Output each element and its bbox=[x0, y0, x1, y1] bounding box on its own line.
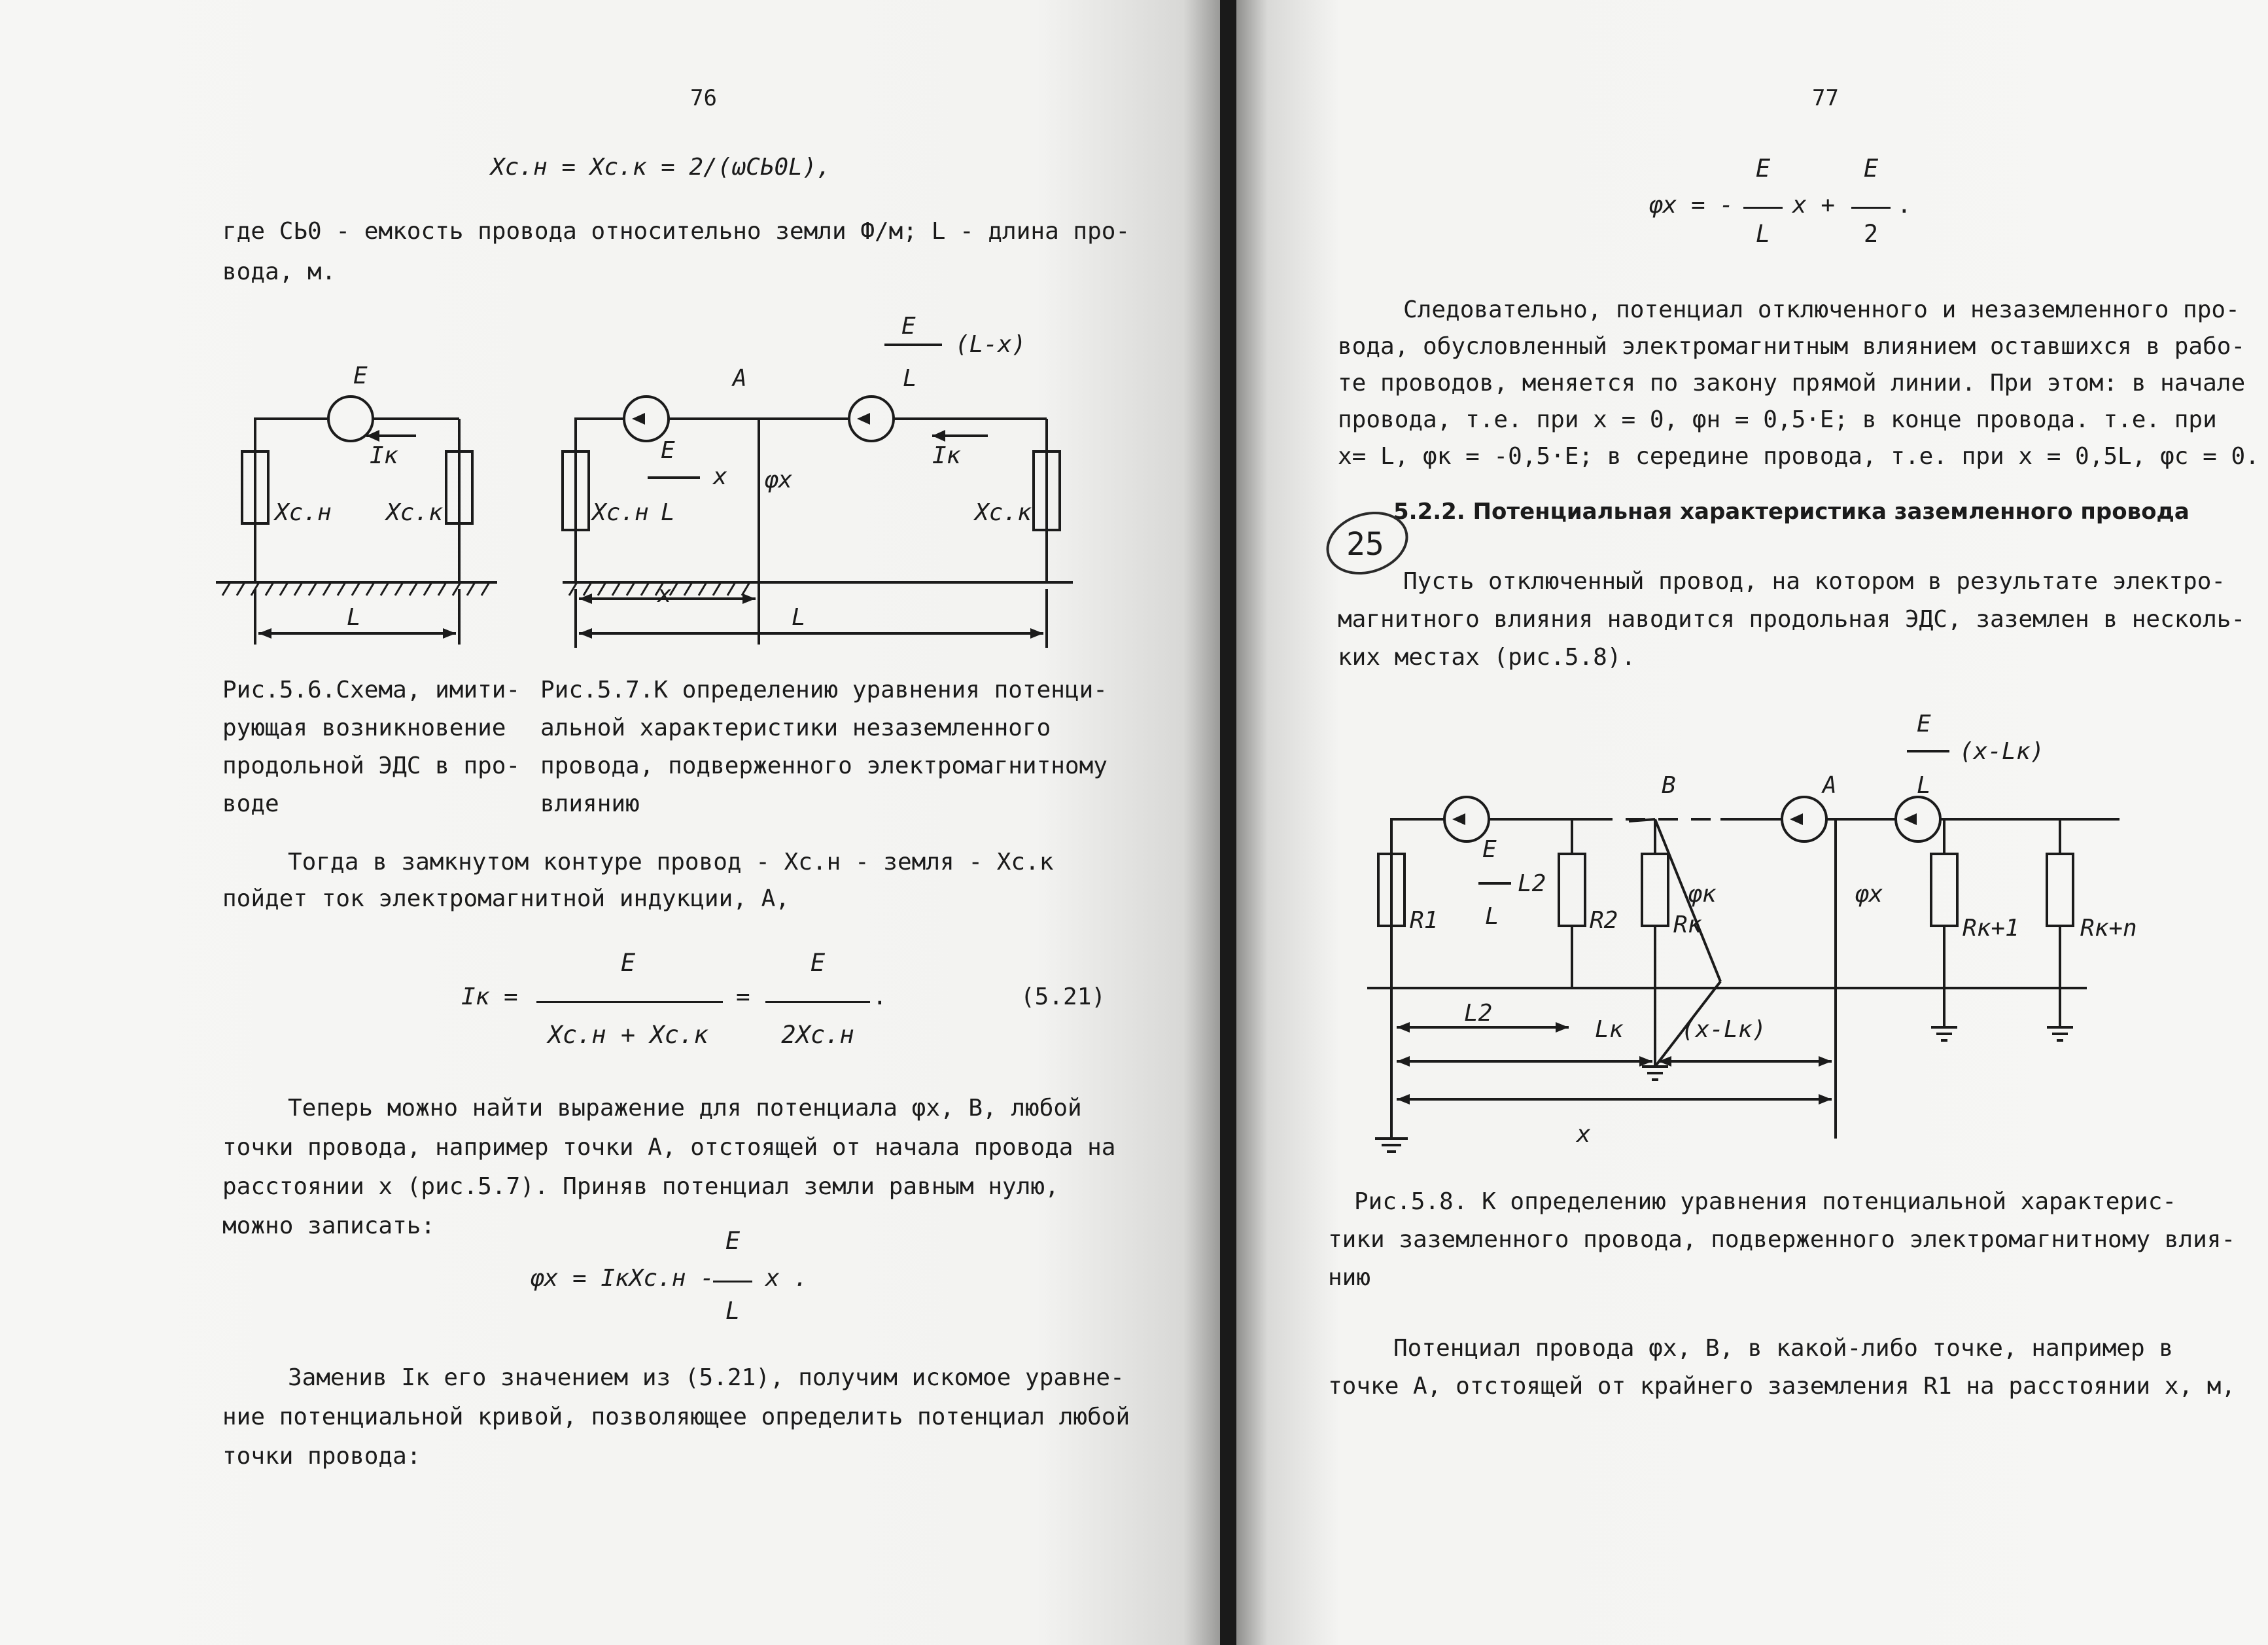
eq-sign: = bbox=[736, 983, 750, 1010]
label-phix: φх bbox=[1855, 881, 1883, 908]
text-line: вода, м. bbox=[222, 258, 336, 285]
fraction-numerator: E bbox=[1917, 711, 1931, 737]
label-point-a: A bbox=[1823, 772, 1837, 799]
caption-line: Рис.5.8. К определению уравнения потенциальной характерис- bbox=[1354, 1188, 2177, 1215]
paragraph bbox=[222, 1358, 1130, 1476]
eq-term: x . bbox=[765, 1265, 809, 1292]
caption-line: Рис.5.7.К определению уравнения потенци- bbox=[540, 677, 1108, 703]
label-length: L bbox=[347, 604, 361, 631]
label-rk: Rк bbox=[1673, 911, 1702, 938]
caption-line: провода, подверженного электромагнитному bbox=[540, 752, 1108, 779]
label-dim-x-lk: (x-Lк) bbox=[1681, 1016, 1767, 1043]
eq-denominator: Xс.н + Xс.к bbox=[548, 1021, 708, 1049]
fraction-bar bbox=[713, 1281, 752, 1282]
text-line: Потенциал провода φх, В, в какой-либо точке, например в bbox=[1393, 1335, 2174, 1362]
label-dim-l2: L2 bbox=[1464, 1000, 1493, 1027]
text-line: точки провода: bbox=[222, 1443, 421, 1470]
eq-numerator: E bbox=[1863, 154, 1879, 183]
fraction-expression: (x-Lк) bbox=[1959, 738, 2045, 765]
margin-note: 25 bbox=[1346, 526, 1384, 563]
label-r2: R2 bbox=[1590, 907, 1618, 934]
resistor-r2 bbox=[1559, 854, 1585, 926]
caption-line: тики заземленного провода, подверженного электромагнитному влия- bbox=[1328, 1226, 2236, 1253]
emf-source bbox=[624, 397, 669, 441]
wire bbox=[1391, 819, 1444, 1125]
label-phi: φх bbox=[764, 467, 793, 493]
eq-dot: . bbox=[873, 983, 887, 1010]
eq-lhs: φх = - bbox=[1649, 192, 1734, 219]
label-rk1: Rк+1 bbox=[1963, 915, 2019, 942]
caption-line: нию bbox=[1328, 1264, 1371, 1291]
label-e: E bbox=[1482, 836, 1497, 863]
eq-denominator: L bbox=[725, 1297, 741, 1325]
label-l: L bbox=[1485, 903, 1499, 930]
label-current: Iк bbox=[370, 442, 398, 469]
text-line: ких местах (рис.5.8). bbox=[1338, 644, 1636, 671]
page-number: 77 bbox=[1812, 85, 1839, 111]
fraction-bar bbox=[765, 1001, 870, 1003]
text-line: расстоянии x (рис.5.7). Приняв потенциал земли равным нулю, bbox=[222, 1173, 1059, 1200]
fraction-bar bbox=[536, 1001, 723, 1003]
text-line: те проводов, меняется по закону прямой линии. При этом: в начале bbox=[1338, 370, 2246, 397]
eq-numerator: E bbox=[810, 949, 826, 977]
label-r1: R1 bbox=[1410, 907, 1439, 934]
label-xck: Xс.к bbox=[386, 499, 443, 526]
emf-source bbox=[1444, 797, 1489, 841]
right-page bbox=[1236, 0, 2268, 1645]
eq-denominator: 2 bbox=[1863, 220, 1879, 248]
resistor-rkn bbox=[2047, 854, 2073, 926]
fraction-numerator: E bbox=[901, 313, 916, 340]
label-point-a: A bbox=[733, 365, 747, 392]
text-line: Следовательно, потенциал отключенного и незаземленного про- bbox=[1403, 296, 2240, 323]
label-dim-x: x bbox=[1577, 1121, 1591, 1148]
label-dim-x: x bbox=[657, 581, 672, 608]
text-line: провода, т.е. при x = 0, φн = 0,5·E; в конце провода. т.е. при bbox=[1338, 406, 2217, 433]
eq-dot: . bbox=[1897, 192, 1911, 219]
text-line: Теперь можно найти выражение для потенциала φх, В, любой bbox=[288, 1095, 1082, 1122]
section-heading: 5.2.2. Потенциальная характеристика заземленного провода bbox=[1393, 499, 2189, 525]
figure-5-6-5-7 bbox=[0, 0, 1220, 720]
caption-line: альной характеристики незаземленного bbox=[540, 715, 1051, 741]
caption-line: влиянию bbox=[540, 790, 640, 817]
paragraph bbox=[222, 1089, 1115, 1246]
label-xck: Xс.к bbox=[975, 499, 1032, 526]
eq-lhs: φх = IкXс.н - bbox=[530, 1265, 714, 1292]
equation-xc: Xс.н = Xс.к = 2/(ωCЬ0L), bbox=[491, 154, 831, 181]
text-line: Тогда в замкнутом контуре провод - Xс.н - земля - Xс.к bbox=[288, 849, 1054, 876]
label-xcn: Xс.н bbox=[592, 499, 649, 526]
paragraph bbox=[1328, 1330, 2235, 1406]
label-xcn: Xс.н bbox=[275, 499, 332, 526]
resistor-rk bbox=[1642, 854, 1668, 926]
emf-source bbox=[849, 397, 894, 441]
text-line: магнитного влияния наводится продольная ЭДС, заземлен в несколь- bbox=[1338, 606, 2246, 633]
text-line: пойдет ток электромагнитной индукции, А, bbox=[222, 885, 790, 912]
eq-numerator: E bbox=[725, 1227, 741, 1255]
eq-lhs: Iк = bbox=[461, 983, 518, 1010]
emf-source bbox=[328, 397, 373, 441]
label-dim-lk: Lк bbox=[1595, 1016, 1624, 1043]
text-line: точки провода, например точки A, отстоящей от начала провода на bbox=[222, 1134, 1116, 1161]
figure-caption bbox=[222, 671, 520, 823]
text-line: где CЬ0 - емкость провода относительно земли Ф/м; L - длина про- bbox=[222, 218, 1130, 245]
label-phik: φк bbox=[1688, 881, 1717, 908]
fraction-expression: (L-x) bbox=[955, 331, 1026, 358]
fraction-denominator: L bbox=[1917, 772, 1931, 799]
emf-source bbox=[1782, 797, 1826, 841]
eq-denominator: 2Xс.н bbox=[781, 1021, 854, 1049]
text-line: x= L, φк = -0,5·E; в середине провода, т.е. при x = 0,5L, φс = 0. bbox=[1338, 443, 2259, 470]
caption-line: продольной ЭДС в про- bbox=[222, 752, 521, 779]
figure-caption bbox=[1328, 1183, 2235, 1297]
emf-source bbox=[1896, 797, 1940, 841]
resistor-rk1 bbox=[1931, 854, 1957, 926]
text-line: ние потенциальной кривой, позволяющее определить потенциал любой bbox=[222, 1404, 1130, 1430]
eq-numerator: E bbox=[1755, 154, 1771, 183]
text-line: можно записать: bbox=[222, 1212, 436, 1239]
figure-caption bbox=[540, 671, 1108, 823]
text-line: Заменив Iк его значением из (5.21), получим искомое уравне- bbox=[288, 1364, 1125, 1391]
page-number: 76 bbox=[690, 85, 717, 111]
caption-line: воде bbox=[222, 790, 279, 817]
paragraph bbox=[222, 844, 1053, 917]
eq-numerator: E bbox=[620, 949, 636, 977]
eq-denominator: L bbox=[1755, 220, 1771, 248]
label-dim-l: L bbox=[792, 604, 806, 631]
caption-line: рующая возникновение bbox=[222, 715, 506, 741]
fraction-denominator: L bbox=[903, 365, 917, 392]
label-current: Iк bbox=[932, 442, 961, 469]
equation-number: (5.21) bbox=[1021, 983, 1106, 1010]
label-point-b: B bbox=[1662, 772, 1676, 799]
label-l2: L2 bbox=[1518, 870, 1546, 897]
label-l: L bbox=[661, 499, 675, 526]
eq-term: x + bbox=[1792, 192, 1836, 219]
label-rkn: Rк+n bbox=[2080, 915, 2137, 942]
label-x: x bbox=[713, 463, 727, 490]
caption-line: Рис.5.6.Схема, имити- bbox=[222, 677, 521, 703]
text-line: точке A, отстоящей от крайнего заземления R1 на расстоянии x, м, bbox=[1328, 1373, 2236, 1400]
text-line: Пусть отключенный провод, на котором в результате электро- bbox=[1403, 568, 2226, 595]
label-e: E bbox=[661, 437, 675, 464]
text-line: вода, обусловленный электромагнитным влиянием оставшихся в рабо- bbox=[1338, 333, 2246, 360]
label-e: E bbox=[353, 363, 368, 389]
